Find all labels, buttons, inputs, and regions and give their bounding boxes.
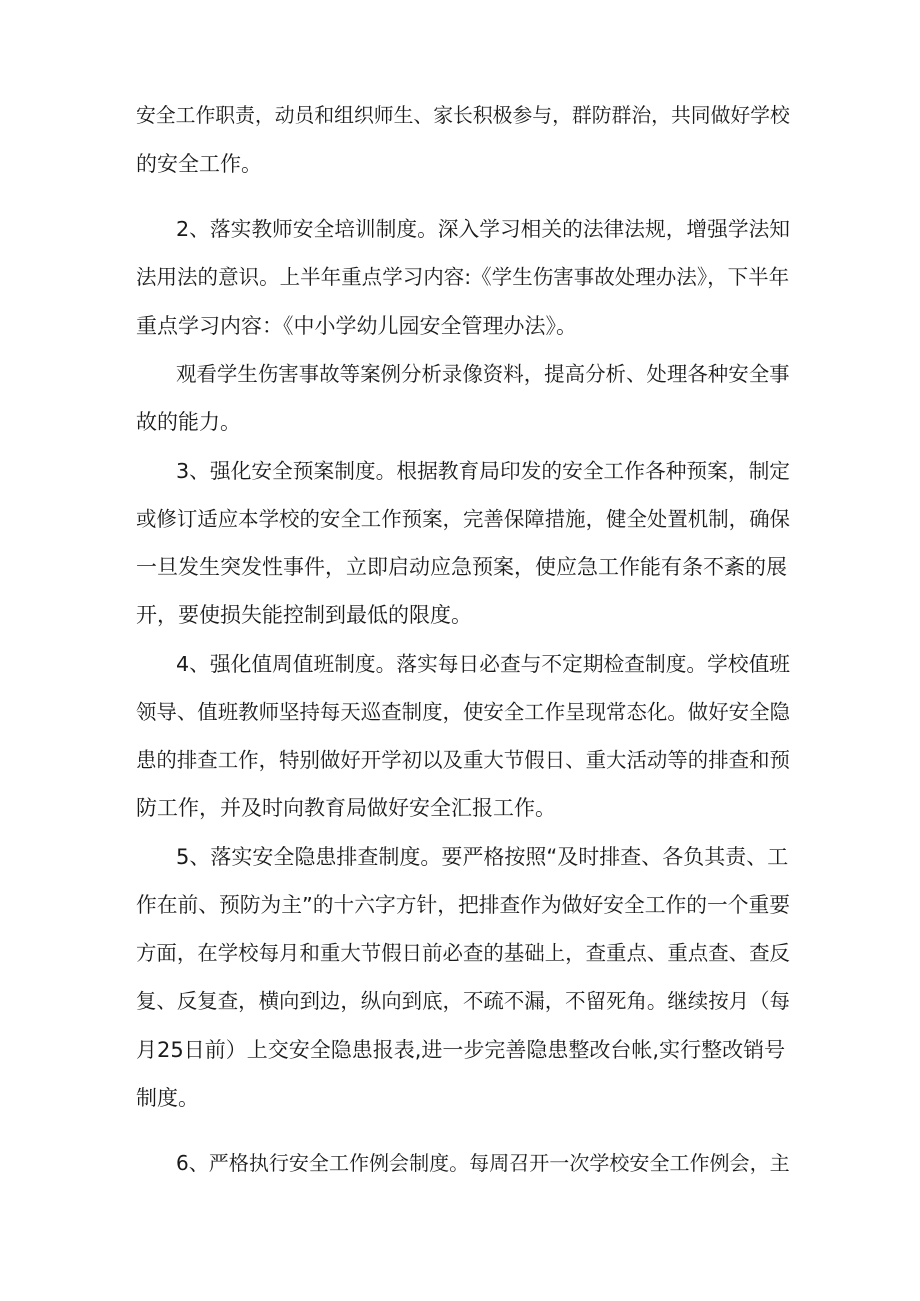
text-line: 制度。 xyxy=(136,1086,199,1110)
text-line: 防工作，并及时向教育局做好安全汇报工作。 xyxy=(136,796,556,820)
text-line: 故的能力。 xyxy=(136,410,241,434)
text-line: 开，要使损失能控制到最低的限度。 xyxy=(136,603,472,627)
text-line: 法用法的意识。上半年重点学习内容:《学生伤害事故处理办法》，下半年 xyxy=(136,265,790,289)
text-line: 一旦发生突发性事件，立即启动应急预案，使应急工作能有条不紊的展 xyxy=(136,555,787,579)
text-line: 观看学生伤害事故等案例分析录像资料，提高分析、处理各种安全事 xyxy=(176,362,790,386)
text-line: 复、反复查，横向到边，纵向到底，不疏不漏，不留死角。继续按月（每 xyxy=(136,989,790,1013)
text-line: 领导、值班教师坚持每天巡查制度，使安全工作呈现常态化。做好安全隐 xyxy=(136,700,790,724)
text-line: 5、落实安全隐患排查制度。要严格按照“及时排查、各负其责、工 xyxy=(176,845,789,869)
text-line: 3、强化安全预案制度。根据教育局印发的安全工作各种预案，制定 xyxy=(176,459,791,483)
text-line: 作在前、预防为主”的十六字方针，把排查作为做好安全工作的一个重要 xyxy=(136,893,791,917)
text-line: 6、严格执行安全工作例会制度。每周召开一次学校安全工作例会，主 xyxy=(176,1151,790,1175)
text-line: 的安全工作。 xyxy=(136,152,262,176)
text-line: 重点学习内容：《中小学幼儿园安全管理办法》。 xyxy=(136,314,577,338)
text-line: 月25日前）上交安全隐患报表,进一步完善隐患整改台帐,实行整改销号 xyxy=(136,1038,786,1062)
text-line: 4、强化值周值班制度。落实每日必查与不定期检查制度。学校值班 xyxy=(176,652,791,676)
text-line: 患的排查工作，特别做好开学初以及重大节假日、重大活动等的排查和预 xyxy=(136,748,790,772)
text-line: 或修订适应本学校的安全工作预案，完善保障措施，健全处置机制，确保 xyxy=(136,507,790,531)
text-line: 方面，在学校每月和重大节假日前必查的基础上，查重点、重点查、查反 xyxy=(136,941,790,965)
text-line: 安全工作职责，动员和组织师生、家长积极参与，群防群治，共同做好学校 xyxy=(136,104,790,127)
text-line: 2、落实教师安全培训制度。深入学习相关的法律法规，增强学法知 xyxy=(176,217,791,241)
